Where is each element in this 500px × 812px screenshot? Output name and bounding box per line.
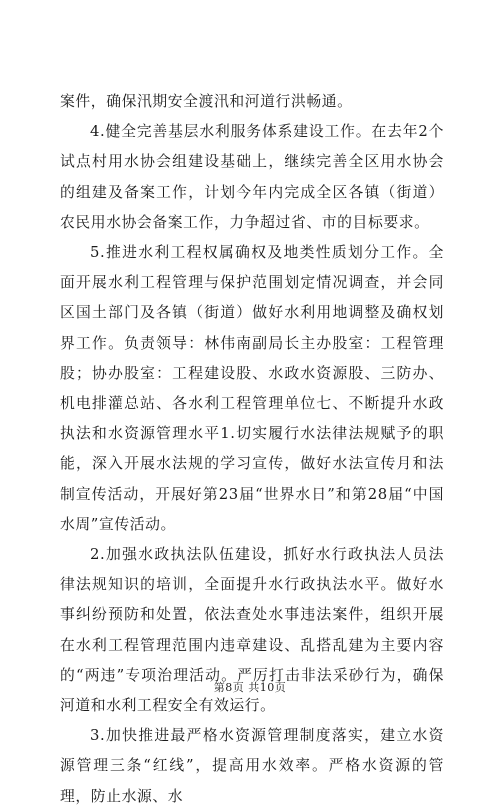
paragraph-item-3: 3.加快推进最严格水资源管理制度落实，建立水资源管理三条“红线”，提高用水效率。严格水资源的管理，防止水源、水: [60, 727, 444, 805]
paragraph-item-2: 2.加强水政执法队伍建设，抓好水行政执法人员法律法规知识的培训，全面提升水行政执法水平。做好水事纠纷预防和处置，依法查处水事违法案件，组织开展在水利工程管理范围内违章建设、乱搭乱建为主要内容的“两违”专项治理活动。严厉打击非法采砂行为，确保河道和水利工程安全有效运行。: [60, 546, 444, 715]
paragraph-item-4: 4.健全完善基层水利服务体系建设工作。在去年2个试点村用水协会组建设基础上，继续完善全区用水协会的组建及备案工作，计划今年内完成全区各镇（街道）农民用水协会备案工作，力争超过省、市的目标要求。: [60, 123, 444, 231]
page-footer: 第8页 共10页: [213, 681, 287, 694]
paragraph-item-5: 5.推进水利工程权属确权及地类性质划分工作。全面开展水利工程管理与保护范围划定情况调查，并会同区国土部门及各镇（街道）做好水利用地调整及确权划界工作。负责领导：林伟南副局长主办股室：工程管理股；协办股室：工程建设股、水政水资源股、三防办、机电排灌总站、各水利工程管理单位七、不断提升水政执法和水资源管理水平1.切实履行水法律法规赋予的职能，深入开展水法规的学习宣传，做好水法宣传月和法制宣传活动，开展好第23届“世界水日”和第28届“中国水周”宣传活动。: [60, 244, 444, 533]
paragraph-continuation: 案件，确保汛期安全渡汛和河道行洪畅通。: [60, 93, 353, 110]
